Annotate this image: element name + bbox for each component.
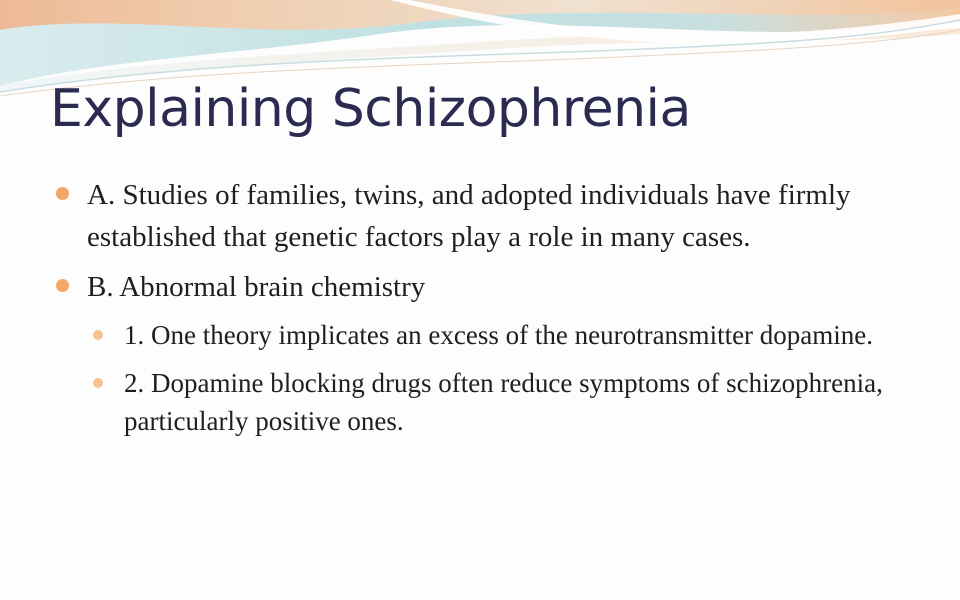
bullet-text: A. Studies of families, twins, and adopted individuals have firmly established that genetic factors play a role in many cases. [87,179,851,253]
bullet-item-b [56,266,906,308]
sub-bullet-text: 1. One theory implicates an excess of the neurotransmitter dopamine. [124,320,874,350]
bullet-item-a [56,174,906,258]
bullet-list [56,174,906,440]
sub-bullet-item-1 [93,316,906,354]
slide-title: Explaining Schizophrenia [50,79,691,139]
bullet-text: B. Abnormal brain chemistry [87,271,426,303]
sub-bullet-dot [93,330,103,340]
bullet-dot [56,187,69,200]
sub-bullet-dot [93,378,103,388]
sub-bullet-text: 2. Dopamine blocking drugs often reduce symptoms of schizophrenia, particularly positive ones. [124,368,883,436]
bullet-dot [56,279,69,292]
sub-bullet-item-2 [93,364,906,440]
sub-bullet-list [56,316,906,440]
